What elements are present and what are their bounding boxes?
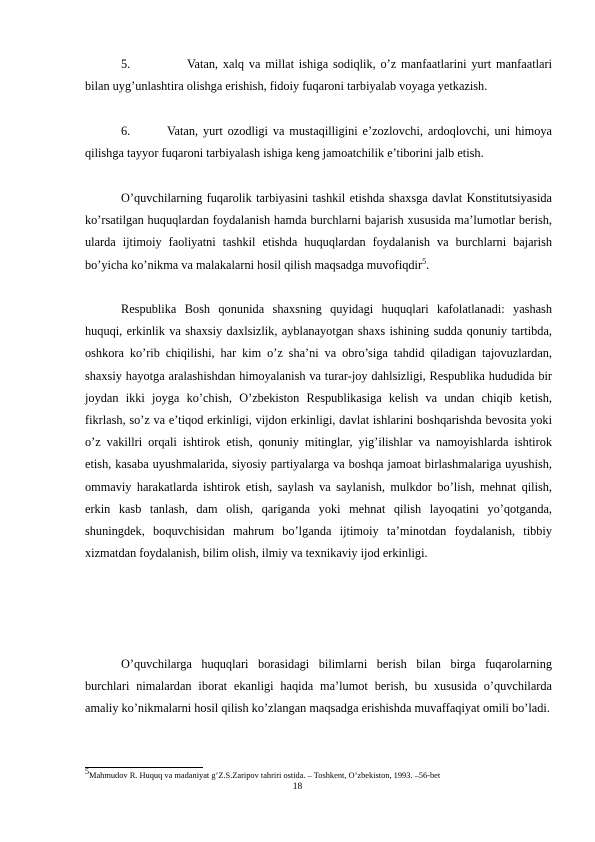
footnote-text: Mahmudov R. Huquq va madaniyat g’Z.S.Zaripov tahriri ostida. – Toshkent, O’zbekiston, 1993. –56-bet [89, 771, 441, 780]
list-item-6 [85, 120, 552, 164]
paragraph-tail: . [426, 257, 430, 272]
footnote-mark: 5 [85, 767, 89, 777]
list-item-5 [85, 53, 552, 97]
paragraph [85, 298, 552, 564]
paragraph [85, 653, 552, 720]
paragraph-text: Vatan, xalq va millat ishiga sodiqlik, o’z manfaatlarini yurt manfaatlari bilan uyg’unlashtira olishga erishish, fidoiy fuqaroni tarbiyalab voyaga yetkazish. [85, 57, 552, 94]
footnote-reference: 5 [422, 256, 427, 266]
list-number: 5. [121, 57, 131, 71]
paragraph-text: Vatan, yurt ozodligi va mustaqilligini e’zozlovchi, ardoqlovchi, uni himoya qilishga tayyor fuqaroni tarbiyalash ishiga keng jamoatchilik e’tiborini jalb etish. [85, 124, 552, 161]
footnote-divider [85, 767, 203, 768]
list-number: 6. [121, 124, 131, 138]
paragraph [85, 187, 552, 276]
page-number: 18 [292, 782, 303, 792]
paragraph-text: Respublika Bosh qonunida shaxsning quyidagi huquqlari kafolatlanadi: yashash huquqi, erkinlik va shaxsiy daxlsizlik, ayblanayotgan shaxs ishining sudda qonuniy tartibda, oshkora ko’rib chiqilishi, har kim o’z sha’ni va obro’siga tahdid qiladigan tajovuzlardan, shaxsiy hayotga aralashishdan himoyalanish va turar-joy dahlsizligi, Respublika hududida bir joydan ikki joyga ko’chish, O’zbekiston Respublikasiga kelish va undan chiqib ketish, fikrlash, so’z va e’tiqod erkinligi, vijdon erkinligi, davlat ishlarini boshqarishda bevosita yoki o’z vakillri orqali ishtirok etish, qonuniy mitinglar, yig’ilishlar va namoyishlarda ishtirok etish, kasaba uyushmalarida, siyosiy partiyalarga va boshqa jamoat birlashmalariga uyushish, ommaviy harakatlarda ishtirok etish, saylash va saylanish, mulkdor bo’lish, mehnat qilish, erkin kasb tanlash, dam olish, qariganda yoki mehnat qilish layoqatini yo’qotganda, shuningdek, boquvchisidan mahrum bo’lganda ijtimoiy ta’minotdan foydalanish, tibbiy xizmatdan foydalanish, bilim olish, ilmiy va texnikaviy ijod erkinligi. [85, 302, 552, 561]
paragraph-text: O’quvchilarning fuqarolik tarbiyasini tashkil etishda shaxsga davlat Konstitutsiyasida ko’rsatilgan huquqlardan foydalanish hamda burchlarni bajarish xususida ma’lumotlar berish, ularda ijtimoiy faoliyatni tashkil etishda huquqlardan foydalanish va burchlarni bajarish bo’yicha ko’nikma va malakalarni hosil qilish maqsadga muvofiqdir [85, 191, 552, 272]
footnote [85, 767, 441, 781]
paragraph-text: O’quvchilarga huquqlari borasidagi bilimlarni berish bilan birga fuqarolarning burchlari nimalardan iborat ekanligi haqida ma’lumot berish, bu xususida o’quvchilarda amaliy ko’nikmalarni hosil qilish ko’zlangan maqsadga erishishda muvaffaqiyat omili bo’ladi. [85, 657, 552, 716]
